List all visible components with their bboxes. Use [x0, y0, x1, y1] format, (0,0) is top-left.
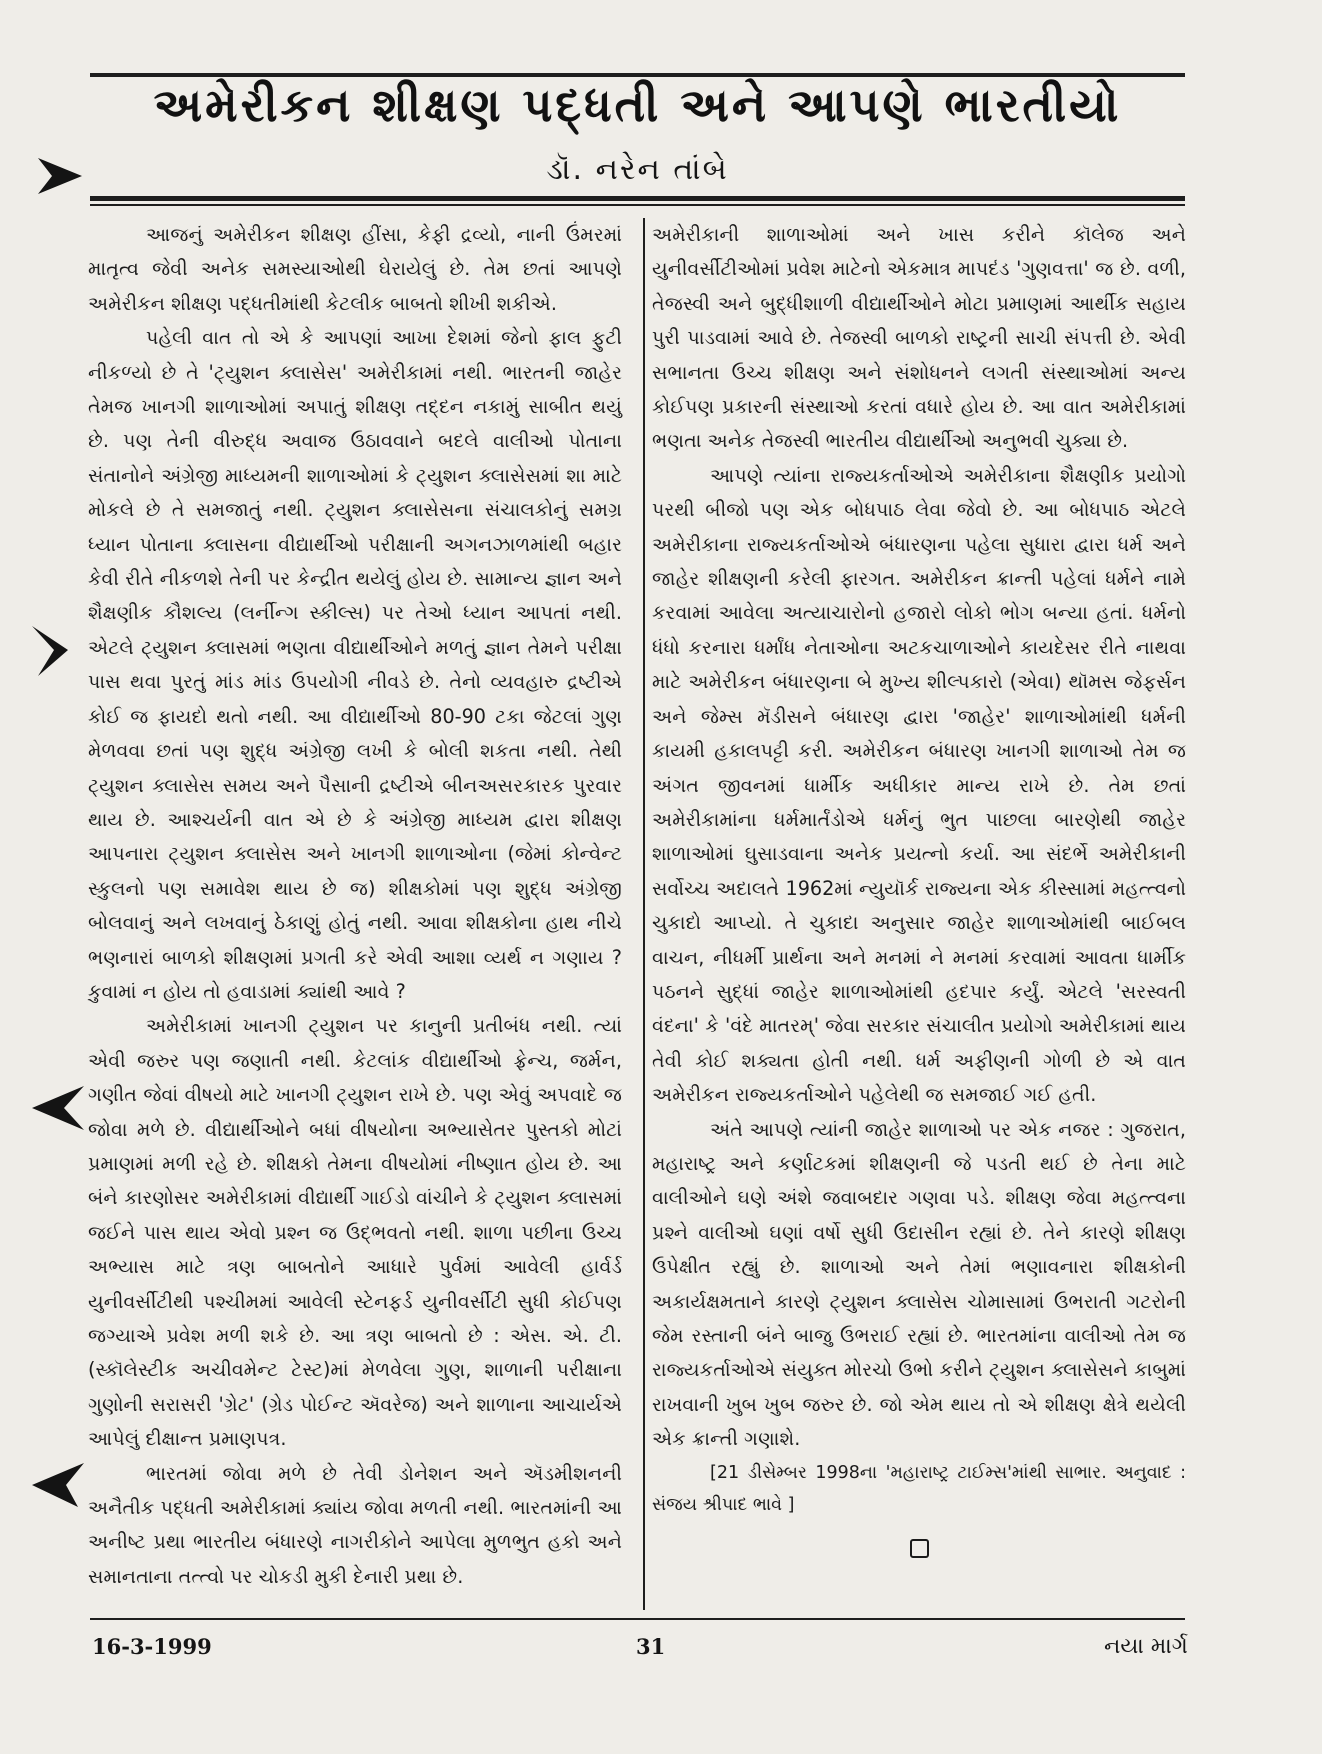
article-title: અમેરીકન શીક્ષણ પદ્ધતી અને આપણે ભારતીયો	[153, 78, 1122, 132]
left-paragraph-4: ભારતમાં જોવા મળે છે તેવી ડોનેશન અને ઍડમીશનની અનૈતીક પદ્ધતી અમેરીકામાં ક્યાંય જોવા મળતી નથી. ભારતમાંની આ અનીષ્ટ પ્રથા ભારતીય બંધારણે નાગરીકોને આપેલા મુળભુત હકો અને સમાનતાના તત્ત્વો પર ચોકડી મુકી દેનારી પ્રથા છે.	[88, 1461, 622, 1588]
page-number: 31	[636, 1634, 666, 1659]
left-paragraph-1: આજનું અમેરીકન શીક્ષણ હીંસા, કેફી દ્રવ્યો, નાની ઉંમરમાં માતૃત્વ જેવી અનેક સમસ્યાઓથી ઘેરાયેલું છે. તેમ છતાં આપણે અમેરીકન શીક્ષણ પદ્ધતીમાંથી કેટલીક બાબતો શીખી શકીએ.	[88, 223, 622, 315]
left-paragraph-2: પહેલી વાત તો એ કે આપણાં આખા દેશમાં જેનો ફાલ ફુટી નીકળ્યો છે તે 'ટ્યુશન ક્લાસેસ' અમેરીકામાં નથી. ભારતની જાહેર તેમજ ખાનગી શાળાઓમાં અપાતું શીક્ષણ તદ્દન નકામું સાબીત થયું છે. પણ તેની વીરુદ્ધ અવાજ ઉઠાવવાને બદલે વાલીઓ પોતાના સંતાનોને અંગ્રેજી માધ્યમની શાળાઓમાં કે ટ્યુશન ક્લાસેસમાં શા માટે મોકલે છે તે સમજાતું નથી. ટ્યુશન ક્લાસેસના સંચાલકોનું સમગ્ર ધ્યાન પોતાના ક્લાસના વીદ્યાર્થીઓ પરીક્ષાની અગનઝાળમાંથી બહાર કેવી રીતે નીકળશે તેની પર કેન્દ્રીત થયેલું હોય છે. સામાન્ય જ્ઞાન અને શૈક્ષણીક કૌશલ્ય (લર્નીન્ગ સ્કીલ્સ) પર તેઓ ધ્યાન આપતાં નથી. એટલે ટ્યુશન ક્લાસમાં ભણતા વીદ્યાર્થીઓને મળતું જ્ઞાન તેમને પરીક્ષા પાસ થવા પુરતું માંડ માંડ ઉપયોગી નીવડે છે. તેનો વ્યવહારુ દ્રષ્ટીએ કોઈ જ ફાયદો થતો નથી. આ વીદ્યાર્થીઓ 80-90 ટકા જેટલાં ગુણ મેળવવા છતાં પણ શુદ્ધ અંગ્રેજી લખી કે બોલી શકતા નથી. તેથી ટ્યુશન ક્લાસેસ સમય અને પૈસાની દ્રષ્ટીએ બીનઅસરકારક પુરવાર થાય છે. આશ્ચર્યની વાત એ છે કે અંગ્રેજી માધ્યમ દ્વારા શીક્ષણ આપનારા ટ્યુશન ક્લાસેસ અને ખાનગી શાળાઓના (જેમાં કોન્વેન્ટ સ્કુલનો પણ સમાવેશ થાય છે જ) શીક્ષકોમાં પણ શુદ્ધ અંગ્રેજી બોલવાનું અને લખવાનું ઠેકાણું હોતું નથી. આવા શીક્ષકોના હાથ નીચે ભણનારાં બાળકો શીક્ષણમાં પ્રગતી કરે એવી આશા વ્યર્થ ન ગણાય ? કુવામાં ન હોય તો હવાડામાં ક્યાંથી આવે ?	[88, 326, 622, 1003]
magazine-name: નયા માર્ગ	[1104, 1634, 1188, 1659]
top-rule	[90, 73, 1185, 77]
column-divider	[643, 218, 645, 1610]
left-paragraph-3: અમેરીકામાં ખાનગી ટ્યુશન પર કાનુની પ્રતીબંધ નથી. ત્યાં એવી જરુર પણ જણાતી નથી. કેટલાંક વીદ્યાર્થીઓ ફ્રેન્ચ, જર્મન, ગણીત જેવાં વીષયો માટે ખાનગી ટ્યુશન રાખે છે. પણ એવું અપવાદે જ જોવા મળે છે. વીદ્યાર્થીઓને બધાં વીષયોના અભ્યાસેતર પુસ્તકો મોટાં પ્રમાણમાં મળી રહે છે. શીક્ષકો તેમના વીષયોમાં નીષ્ણાત હોય છે. આ બંને કારણોસર અમેરીકામાં વીદ્યાર્થી ગાઈડો વાંચીને કે ટ્યુશન ક્લાસમાં જઈને પાસ થાય એવો પ્રશ્ન જ ઉદ્ભવતો નથી. શાળા પછીના ઉચ્ચ અભ્યાસ માટે ત્રણ બાબતોને આધારે પુર્વમાં આવેલી હાર્વર્ડ યુનીવર્સીટીથી પશ્ચીમમાં આવેલી સ્ટેનફર્ડ યુનીવર્સીટી સુધી કોઈપણ જગ્યાએ પ્રવેશ મળી શકે છે. આ ત્રણ બાબતો છે : એસ. એ. ટી. (સ્કૉલેસ્ટીક અચીવમેન્ટ ટેસ્ટ)માં મેળવેલા ગુણ, શાળાની પરીક્ષાના ગુણોની સરાસરી 'ગ્રેટ' (ગ્રેડ પોઈન્ટ ઍવરેજ) અને શાળાના આચાર્યએ આપેલું દીક્ષાન્ત પ્રમાણપત્ર.	[88, 1014, 622, 1451]
punch-hole-mark-4	[28, 1455, 88, 1511]
punch-hole-mark-1	[30, 150, 90, 200]
punch-hole-mark-2	[28, 620, 88, 680]
article-author: ડૉ. નરેન તાંબે	[546, 152, 729, 187]
right-column	[652, 218, 1186, 1558]
source-credit: [21 ડીસેમ્બર 1998ના 'મહારાષ્ટ્ર ટાઈમ્સ'માંથી સાભાર. અનુવાદ : સંજય શ્રીપાદ ભાવે ]	[652, 1462, 1186, 1515]
right-paragraph-2: આપણે ત્યાંના રાજ્યકર્તાઓએ અમેરીકાના શૈક્ષણીક પ્રયોગો પરથી બીજો પણ એક બોધપાઠ લેવા જેવો છે. આ બોધપાઠ એટલે અમેરીકાના રાજ્યકર્તાઓએ બંધારણના પહેલા સુધારા દ્વારા ધર્મ અને જાહેર શીક્ષણની કરેલી ફારગત. અમેરીકન ક્રાન્તી પહેલાં ધર્મને નામે કરવામાં આવેલા અત્યાચારોનો હજારો લોકો ભોગ બન્યા હતાં. ધર્મનો ધંધો કરનારા ધર્માંધ નેતાઓના અટકચાળાઓને કાયદેસર રીતે નાથવા માટે અમેરીકન બંધારણના બે મુખ્ય શીલ્પકારો (એવા) થૉમસ જેફર્સન અને જેમ્સ મૅડીસને બંધારણ દ્વારા 'જાહેર' શાળાઓમાંથી ધર્મની કાયમી હકાલપટ્ટી કરી. અમેરીકન બંધારણ ખાનગી શાળાઓ તેમ જ અંગત જીવનમાં ધાર્મીક અધીકાર માન્ય રાખે છે. તેમ છતાં અમેરીકામાંના ધર્મમાર્તંડોએ ધર્મનું ભુત પાછલા બારણેથી જાહેર શાળાઓમાં ઘુસાડવાના અનેક પ્રયત્નો કર્યા. આ સંદર્ભે અમેરીકાની સર્વોચ્ચ અદાલતે 1962માં ન્યુયૉર્ક રાજ્યના એક કીસ્સામાં મહત્ત્વનો ચુકાદો આપ્યો. તે ચુકાદા અનુસાર જાહેર શાળાઓમાંથી બાઈબલ વાચન, નીધર્મી પ્રાર્થના અને મનમાં ને મનમાં કરવામાં આવતા ધાર્મીક પઠનને સુદ્ધાં જાહેર શાળાઓમાંથી હદપાર કર્યું. એટલે 'સરસ્વતી વંદના' કે 'વંદે માતરમ્' જેવા સરકાર સંચાલીત પ્રયોગો અમેરીકામાં થાય તેવી કોઈ શક્યતા હોતી નથી. ધર્મ અફીણની ગોળી છે એ વાત અમેરીકન રાજ્યકર્તાઓને પહેલેથી જ સમજાઈ ગઈ હતી.	[652, 463, 1186, 1107]
punch-hole-mark-3	[28, 1080, 88, 1136]
footer-date: 16-3-1999	[92, 1634, 212, 1659]
right-paragraph-3: અંતે આપણે ત્યાંની જાહેર શાળાઓ પર એક નજર : ગુજરાત, મહારાષ્ટ્ર અને કર્ણાટકમાં શીક્ષણની જે પડતી થઈ છે તેના માટે વાલીઓને ઘણે અંશે જવાબદાર ગણવા પડે. શીક્ષણ જેવા મહત્ત્વના પ્રશ્ને વાલીઓ ઘણાં વર્ષો સુધી ઉદાસીન રહ્યાં છે. તેને કારણે શીક્ષણ ઉપેક્ષીત રહ્યું છે. શાળાઓ અને તેમાં ભણાવનારા શીક્ષકોની અકાર્યક્ષમતાને કારણે ટ્યુશન ક્લાસેસ ચોમાસામાં ઉભરાતી ગટરોની જેમ રસ્તાની બંને બાજુ ઉભરાઈ રહ્યાં છે. ભારતમાંના વાલીઓ તેમ જ રાજ્યકર્તાઓએ સંયુક્ત મોરચો ઉભો કરીને ટ્યુશન ક્લાસેસને કાબુમાં રાખવાની ખુબ ખુબ જરુર છે. જો એમ થાય તો એ શીક્ષણ ક્ષેત્રે થયેલી એક ક્રાન્તી ગણાશે.	[652, 1117, 1186, 1451]
end-of-article-box-icon	[910, 1539, 929, 1558]
left-column	[88, 218, 622, 1594]
header-rule-thin	[90, 204, 1185, 206]
right-paragraph-1: અમેરીકાની શાળાઓમાં અને ખાસ કરીને કૉલેજ અને યુનીવર્સીટીઓમાં પ્રવેશ માટેનો એકમાત્ર માપદંડ 'ગુણવત્તા' જ છે. વળી, તેજસ્વી અને બુદ્ધીશાળી વીદ્યાર્થીઓને મોટા પ્રમાણમાં આર્થીક સહાય પુરી પાડવામાં આવે છે. તેજસ્વી બાળકો રાષ્ટ્રની સાચી સંપત્તી છે. એવી સભાનતા ઉચ્ચ શીક્ષણ અને સંશોધનને લગતી સંસ્થાઓમાં અન્ય કોઈપણ પ્રકારની સંસ્થાઓ કરતાં વધારે હોય છે. આ વાત અમેરીકામાં ભણતા અનેક તેજસ્વી ભારતીય વીદ્યાર્થીઓ અનુભવી ચુક્યા છે.	[652, 223, 1186, 453]
header-rule-thick	[90, 196, 1185, 201]
footer-rule	[90, 1618, 1185, 1620]
